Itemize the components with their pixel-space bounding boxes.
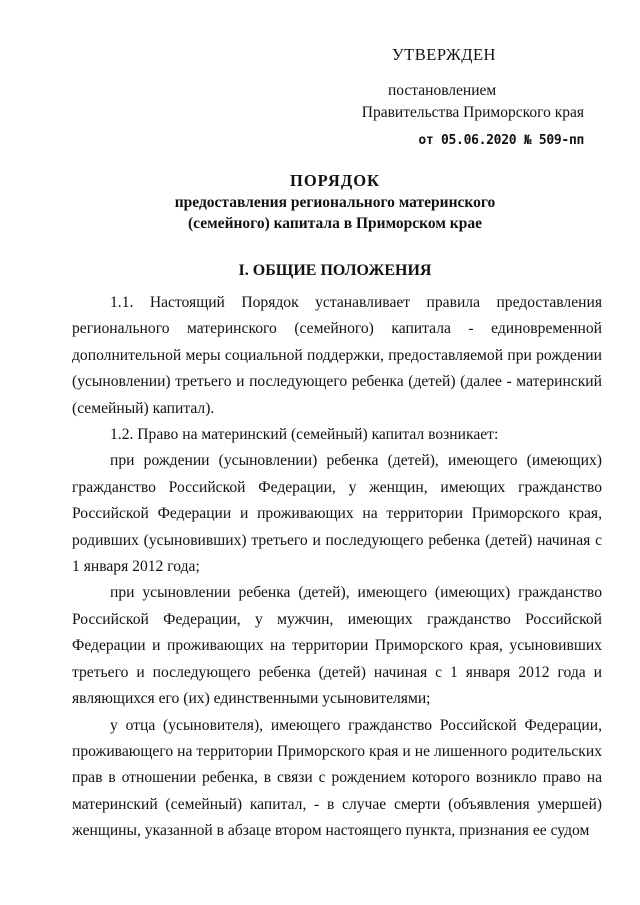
document-title: [70, 170, 600, 234]
approval-block: [324, 44, 584, 152]
approval-line-1: постановлением: [388, 82, 497, 99]
section-heading: I. ОБЩИЕ ПОЛОЖЕНИЯ: [238, 262, 432, 279]
paragraph-item-3: у отца (усыновителя), имеющего гражданство Российской Федерации, проживающего на территории Приморского края и не лишенного родительских прав в отношении ребенка, в связи с рождением которого возникло право на материнский (семейный) капитал, - в случае смерти (объявления умершей) женщины, указанной в абзаце втором настоящего пункта, признания ее судом: [72, 716, 602, 840]
paragraph-1-2: 1.2. Право на материнский (семейный) капитал возникает:: [110, 426, 499, 444]
approval-date-number: от 05.06.2020 № 509-пп: [418, 133, 584, 148]
title-main: ПОРЯДОК: [290, 171, 380, 190]
title-subtitle-line-1: предоставления регионального материнского: [174, 194, 496, 211]
paragraph-1-1: 1.1. Настоящий Порядок устанавливает правила предоставления регионального материнского (семейного) капитала - единовременной дополнительной меры социальной поддержки, предоставляемой при рождении (усыновлении) третьего и последующего ребенка (детей) (далее - материнский (семейный) капитал).: [72, 294, 602, 417]
approval-heading: УТВЕРЖДЕН: [392, 45, 496, 64]
approval-line-2: Правительства Приморского края: [361, 104, 584, 121]
document-body: [72, 290, 602, 845]
paragraph-item-1: при рождении (усыновлении) ребенка (детей), имеющего (имеющих) гражданство Российской Федерации, у женщин, имеющих гражданство Российской Федерации и проживающих на территории Приморского края, родивших (усыновивших) третьего и последующего ребенка (детей) начиная с 1 января 2012 года;: [72, 452, 602, 576]
paragraph-item-2: при усыновлении ребенка (детей), имеющего (имеющих) гражданство Российской Федерации, у мужчин, имеющих гражданство Российской Федерации и проживающих на территории Приморского края, усыновивших третьего и последующего ребенка (детей) начиная с 1 января 2012 года и являющихся его (их) единственными усыновителями;: [72, 584, 602, 708]
title-subtitle-line-2: (семейного) капитала в Приморском крае: [188, 215, 482, 232]
